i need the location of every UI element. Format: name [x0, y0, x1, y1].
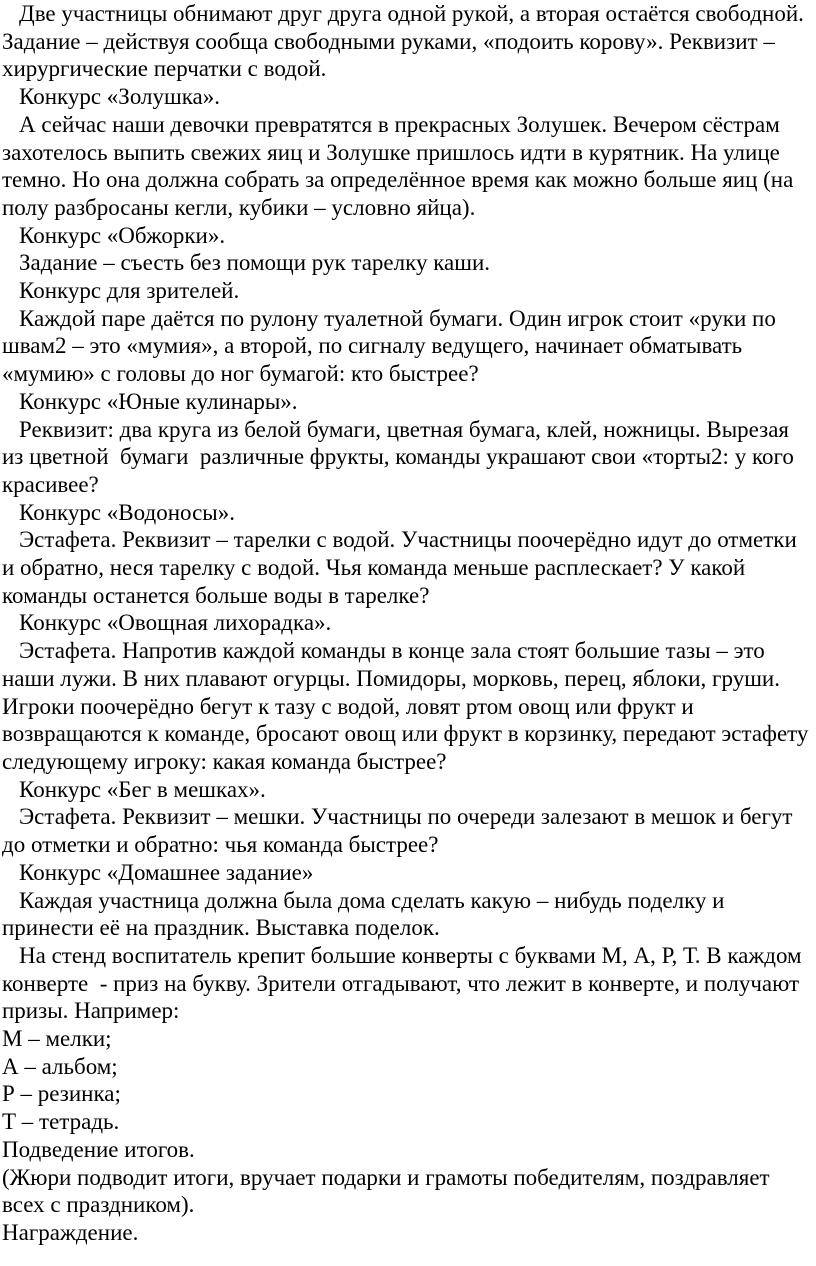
paragraph: Каждая участница должна была дома сделать какую – нибудь поделку и принести её на праздник. Выставка поделок. — [2, 887, 731, 941]
prize-list-item: Р – резинка; — [2, 1081, 121, 1107]
paragraph: (Жюри подводит итоги, вручает подарки и грамоты победителям, поздравляет всех с праздником). — [2, 1164, 776, 1218]
paragraph: Задание – съесть без помощи рук тарелку каши. — [19, 250, 491, 276]
prize-list-item: М – мелки; — [2, 1026, 112, 1052]
contest-heading: Конкурс «Бег в мешках». — [19, 776, 266, 802]
prize-list-item: А – альбом; — [2, 1053, 118, 1079]
section-heading: Подведение итогов. — [2, 1136, 195, 1162]
contest-heading: Конкурс «Обжорки». — [19, 222, 226, 248]
contest-heading: Конкурс «Овощная лихорадка». — [19, 610, 332, 636]
paragraph: Эстафета. Реквизит – тарелки с водой. Участницы поочерёдно идут до отметки и обратно, неся тарелку с водой. Чья команда меньше расплескает? У какой команды останется больше воды в тарелке? — [2, 527, 803, 608]
prize-list-item: Т – тетрадь. — [2, 1109, 120, 1135]
contest-heading: Конкурс «Юные кулинары». — [19, 388, 298, 414]
paragraph: Две участницы обнимают друг друга одной рукой, а вторая остаётся свободной. Задание – действуя сообща свободными руками, «подоить корову». Реквизит – хирургические перчатки с водой. — [2, 1, 810, 82]
paragraph: На стенд воспитатель крепит большие конверты с буквами М, А, Р, Т. В каждом конверте - приз на букву. Зрители отгадывают, что лежит в конверте, и получают призы. Например: — [2, 942, 808, 1024]
contest-heading: Конкурс «Домашнее задание» — [19, 859, 314, 885]
paragraph: Реквизит: два круга из белой бумаги, цветная бумага, клей, ножницы. Вырезая из цветной бумаги различные фрукты, команды украшают свои «торты2: у кого красивее? — [2, 416, 800, 497]
paragraph: Каждой паре даётся по рулону туалетной бумаги. Один игрок стоит «руки по швам2 – это «мумия», а второй, по сигналу ведущего, начинает обматывать «мумию» с головы до ног бумагой: кто быстрее? — [2, 305, 782, 387]
contest-heading: Конкурс «Золушка». — [19, 84, 221, 110]
paragraph: А сейчас наши девочки превратятся в прекрасных Золушек. Вечером сёстрам захотелось выпить свежих яиц и Золушке пришлось идти в курятник. На улице темно. Но она должна собрать за определённое время как можно больше яиц (на полу разбросаны кегли, кубики – условно яйца). — [2, 111, 800, 220]
contest-heading: Конкурс «Водоносы». — [19, 499, 235, 525]
paragraph: Эстафета. Реквизит – мешки. Участницы по очереди залезают в мешок и бегут до отметки и обратно: чья команда быстрее? — [2, 804, 799, 858]
document-page — [2, 0, 814, 1247]
contest-heading: Конкурс для зрителей. — [19, 278, 240, 304]
section-heading: Награждение. — [2, 1219, 139, 1245]
paragraph: Эстафета. Напротив каждой команды в конце зала стоят большие тазы – это наши лужи. В них плавают огурцы. Помидоры, морковь, перец, яблоки, груши. Игроки поочерёдно бегут к тазу с водой, ловят ртом овощ или фрукт и возвращаются к команде, бросают овощ или фрукт в корзинку, передают эстафету следующему игроку: какая команда быстрее? — [2, 638, 815, 774]
